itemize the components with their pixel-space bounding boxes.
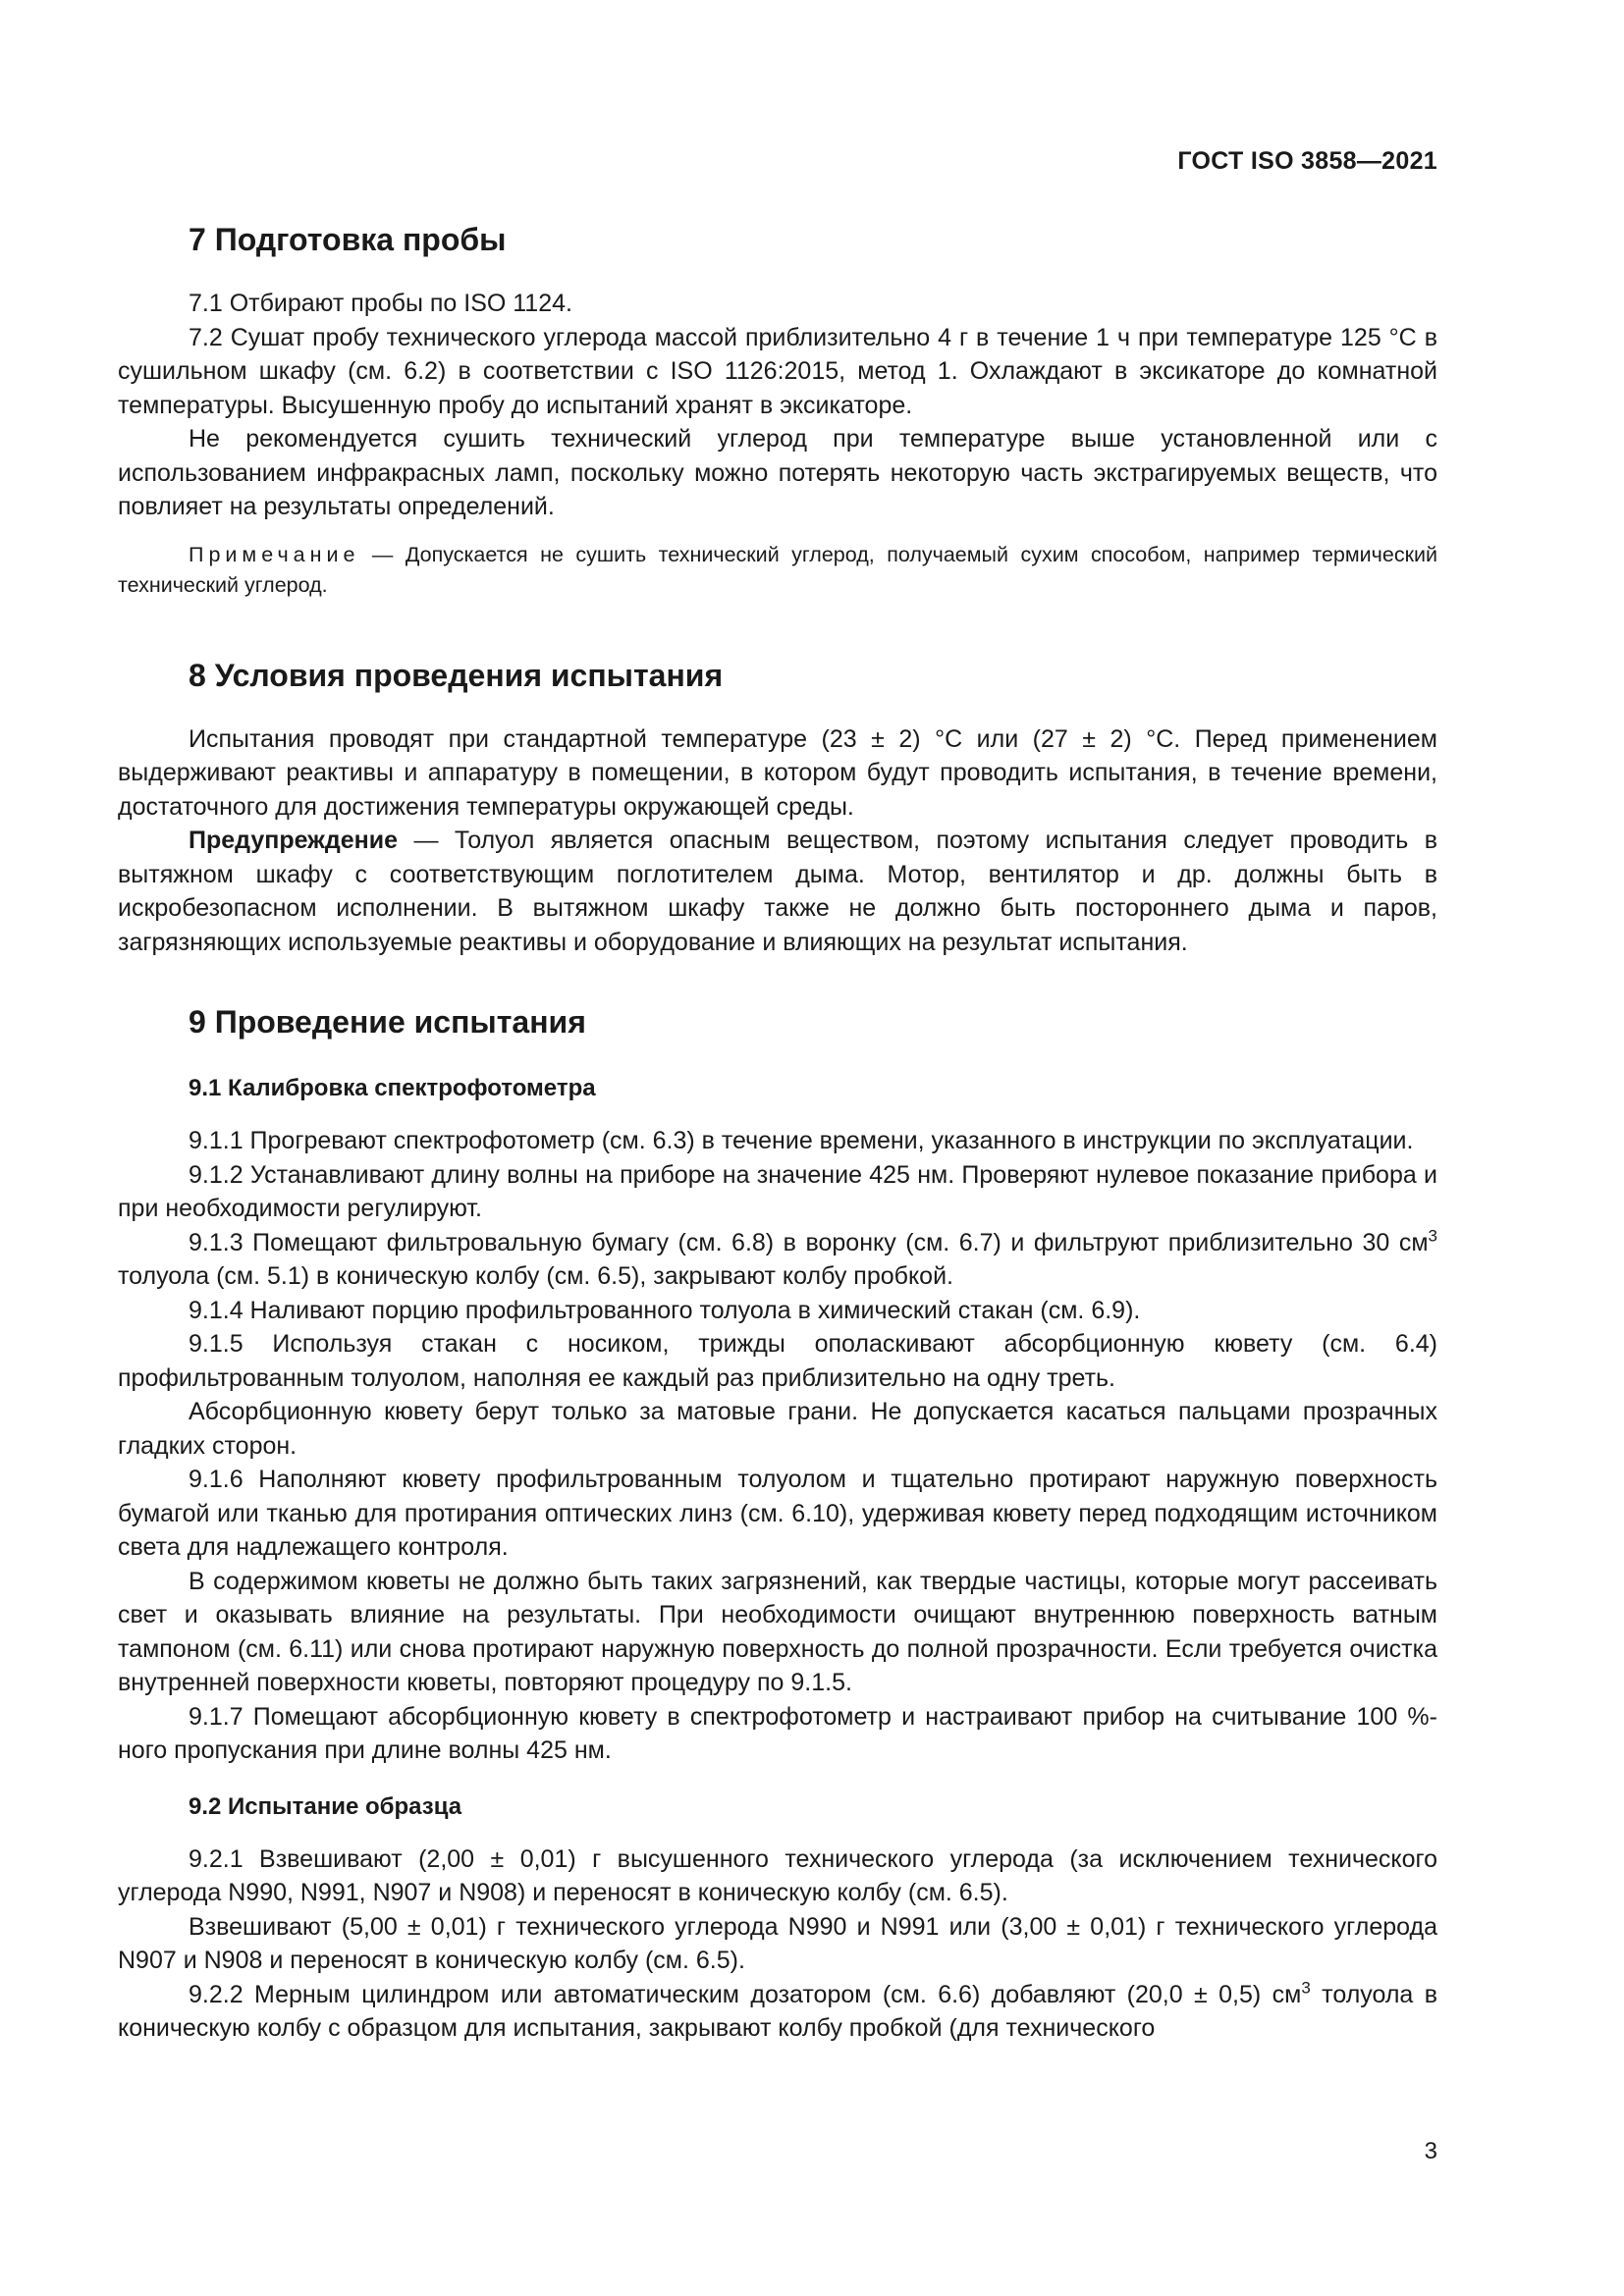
note-text: — Допускается не сушить технический углерод, получаемый сухим способом, например термический технический углерод. <box>118 542 1437 597</box>
paragraph-7-2-note: Не рекомендуется сушить технический углерод при температуре выше установленной или с использованием инфракрасных ламп, поскольку можно потерять некоторую часть экстрагируемых веществ, что повлияет на результаты определений. <box>118 425 1437 520</box>
subsection-9-1-heading: 9.1 Калибровка спектрофотометра <box>189 1075 596 1101</box>
paragraph-9-1-1: 9.1.1 Прогревают спектрофотометр (см. 6.3) в течение времени, указанного в инструкции по эксплуатации. <box>189 1127 1414 1154</box>
warning-text: — Толуол является опасным веществом, поэтому испытания следует проводить в вытяжном шкафу с соответствующим поглотителем дыма. Мотор, вентилятор и др. должны быть в искробезопасном исполнении. В вытяжном шкафу также не должно быть постороннего дыма и паров, загрязняющих используемые реактивы и оборудование и влияющих на результат испытания. <box>118 827 1437 956</box>
paragraph-9-1-6: 9.1.6 Наполняют кювету профильтрованным толуолом и тщательно протирают наружную поверхность бумагой или тканью для протирания оптических линз (см. 6.10), удерживая кювету перед подходящим источником света для надлежащего контроля. <box>118 1466 1437 1561</box>
warning-label: Предупреждение <box>189 827 399 854</box>
paragraph-9-1-7: 9.1.7 Помещают абсорбционную кювету в спектрофотометр и настраивают прибор на считывание 100 %-ного пропускания при длине волны 425 нм. <box>118 1702 1437 1764</box>
superscript-3: 3 <box>1428 1226 1437 1246</box>
paragraph-9-1-6-note: В содержимом кюветы не должно быть таких загрязнений, как твердые частицы, которые могут рассеивать свет и оказывать влияние на результаты. При необходимости очищают внутреннюю поверхность ватным тампоном (см. 6.11) или снова протирают наружную поверхность до полной прозрачности. Если требуется очистка внутренней поверхности кюветы, повторяют процедуру по 9.1.5. <box>118 1567 1437 1696</box>
paragraph-9-1-3 <box>118 1226 1437 1294</box>
section-8-heading: 8 Условия проведения испытания <box>189 657 724 693</box>
paragraph-9-2-1-note: Взвешивают (5,00 ± 0,01) г технического углерода N990 и N991 или (3,00 ± 0,01) г технического углерода N907 и N908 и переносят в коническую колбу (см. 6.5). <box>118 1912 1437 1974</box>
paragraph-9-1-4: 9.1.4 Наливают порцию профильтрованного толуола в химический стакан (см. 6.9). <box>189 1296 1141 1324</box>
section-9-heading: 9 Проведение испытания <box>189 1004 586 1040</box>
paragraph-9-2-2-part-a: 9.2.2 Мерным цилиндром или автоматическим дозатором (см. 6.6) добавляют (20,0 ± 0,5) см <box>189 1980 1302 2008</box>
paragraph-9-1-2: 9.1.2 Устанавливают длину волны на приборе на значение 425 нм. Проверяют нулевое показание прибора и при необходимости регулируют. <box>118 1160 1437 1222</box>
paragraph-9-2-2 <box>118 1978 1437 2046</box>
paragraph-8-1: Испытания проводят при стандартной температуре (23 ± 2) °С или (27 ± 2) °С. Перед применением выдерживают реактивы и аппаратуру в помещении, в котором будут проводить испытания, в течение времени, достаточного для достижения температуры окружающей среды. <box>118 724 1437 821</box>
note-label: Примечание <box>189 542 360 566</box>
document-code-header: ГОСТ ISO 3858—2021 <box>1177 147 1437 175</box>
paragraph-9-1-5-note: Абсорбционную кювету берут только за матовые грани. Не допускается касаться пальцами прозрачных гладких сторон. <box>118 1398 1437 1460</box>
paragraph-9-1-3-part-a: 9.1.3 Помещают фильтровальную бумагу (см. 6.8) в воронку (см. 6.7) и фильтруют приблизительно 30 см <box>189 1228 1429 1256</box>
document-body <box>118 220 1437 2046</box>
paragraph-7-2: 7.2 Сушат пробу технического углерода массой приблизительно 4 г в течение 1 ч при температуре 125 °С в сушильном шкафу (см. 6.2) в соответствии с ISO 1126:2015, метод 1. Охлаждают в эксикаторе до комнатной температуры. Высушенную пробу до испытаний хранят в эксикаторе. <box>118 323 1437 419</box>
paragraph-9-2-1: 9.2.1 Взвешивают (2,00 ± 0,01) г высушенного технического углерода (за исключением технического углерода N990, N991, N907 и N908) и переносят в коническую колбу (см. 6.5). <box>118 1844 1437 1906</box>
paragraph-7-1: 7.1 Отбирают пробы по ISO 1124. <box>189 290 572 317</box>
paragraph-9-1-5: 9.1.5 Используя стакан с носиком, трижды ополаскивают абсорбционную кювету (см. 6.4) профильтрованным толуолом, наполняя ее каждый раз приблизительно на одну треть. <box>118 1330 1437 1392</box>
paragraph-9-1-3-part-b: толуола (см. 5.1) в коническую колбу (см. 6.5), закрывают колбу пробкой. <box>118 1262 953 1290</box>
section-7-heading: 7 Подготовка пробы <box>189 222 507 257</box>
subsection-9-2-heading: 9.2 Испытание образца <box>189 1792 462 1820</box>
page-number: 3 <box>1424 2138 1437 2164</box>
superscript-3: 3 <box>1301 1978 1311 1998</box>
note-paragraph <box>118 540 1437 601</box>
warning-paragraph <box>118 824 1437 959</box>
paragraph-9-2-2-part-b: толуола в коническую колбу с образцом для испытания, закрывают колбу пробкой (для технического <box>118 1980 1437 2042</box>
